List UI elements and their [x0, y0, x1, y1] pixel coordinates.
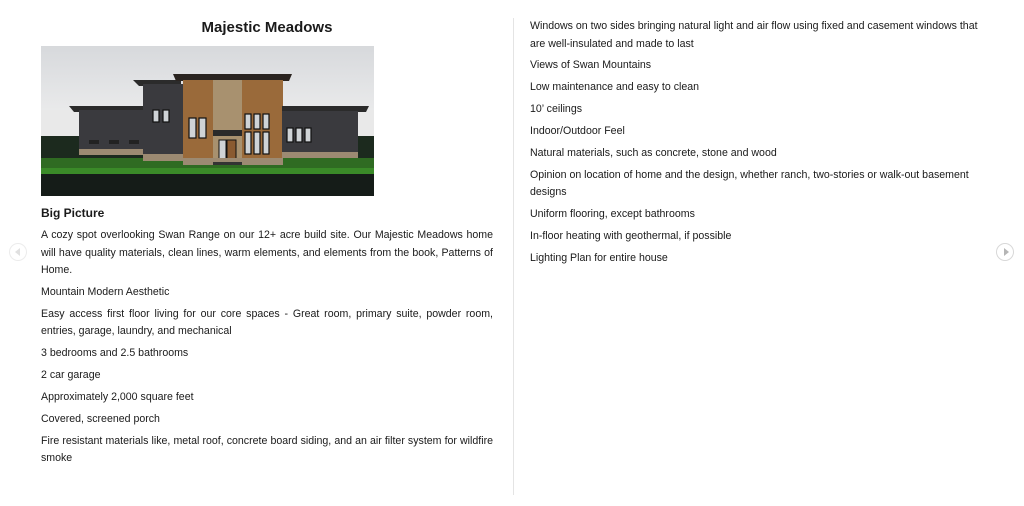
- paragraph-bedrooms: 3 bedrooms and 2.5 bathrooms: [41, 347, 189, 360]
- section-heading: Big Picture: [41, 206, 105, 220]
- paragraph-first-floor: Easy access first floor living for our core spaces - Great room, primary suite, powder room, entries, garage, laundry, and mechanical: [41, 307, 493, 338]
- paragraph-flooring: Uniform flooring, except bathrooms: [530, 208, 695, 221]
- next-page-button[interactable]: [996, 243, 1014, 261]
- previous-page-button[interactable]: [9, 243, 27, 261]
- paragraph-porch: Covered, screened porch: [41, 412, 160, 425]
- paragraph-square-feet: Approximately 2,000 square feet: [41, 390, 194, 403]
- paragraph-low-maintenance: Low maintenance and easy to clean: [530, 81, 700, 94]
- paragraph-windows: Windows on two sides bringing natural light and air flow using fixed and casement windows that are well-insulated and made to last: [530, 20, 978, 50]
- page-title: Majestic Meadows: [201, 19, 333, 36]
- house-rendering-image: [41, 46, 374, 196]
- paragraph-aesthetic: Mountain Modern Aesthetic: [41, 285, 170, 298]
- paragraph-ceilings: 10’ ceilings: [530, 103, 583, 116]
- paragraph-indoor-outdoor: Indoor/Outdoor Feel: [530, 125, 625, 138]
- play-left-icon: [15, 248, 20, 256]
- column-divider: [513, 18, 514, 495]
- paragraph-home-location: Opinion on location of home and the design, whether ranch, two-stories or walk-out basement designs: [530, 168, 969, 199]
- paragraph-lighting: Lighting Plan for entire house: [530, 252, 668, 265]
- play-right-icon: [1004, 248, 1009, 256]
- right-column: [530, 18, 990, 272]
- paragraph-fire-resistant: Fire resistant materials like, metal roof, concrete board siding, and an air filter system for wildfire smoke: [41, 434, 493, 465]
- paragraph-heating: In-floor heating with geothermal, if possible: [530, 230, 732, 243]
- paragraph-natural-materials: Natural materials, such as concrete, stone and wood: [530, 146, 777, 159]
- left-column: [41, 18, 493, 472]
- paragraph-views: Views of Swan Mountains: [530, 59, 652, 72]
- paragraph-garage: 2 car garage: [41, 369, 101, 382]
- paragraph-intro: A cozy spot overlooking Swan Range on our 12+ acre build site. Our Majestic Meadows home will have quality materials, clean lines, warm elements, and elements from the book, Patterns of Home.: [41, 229, 493, 276]
